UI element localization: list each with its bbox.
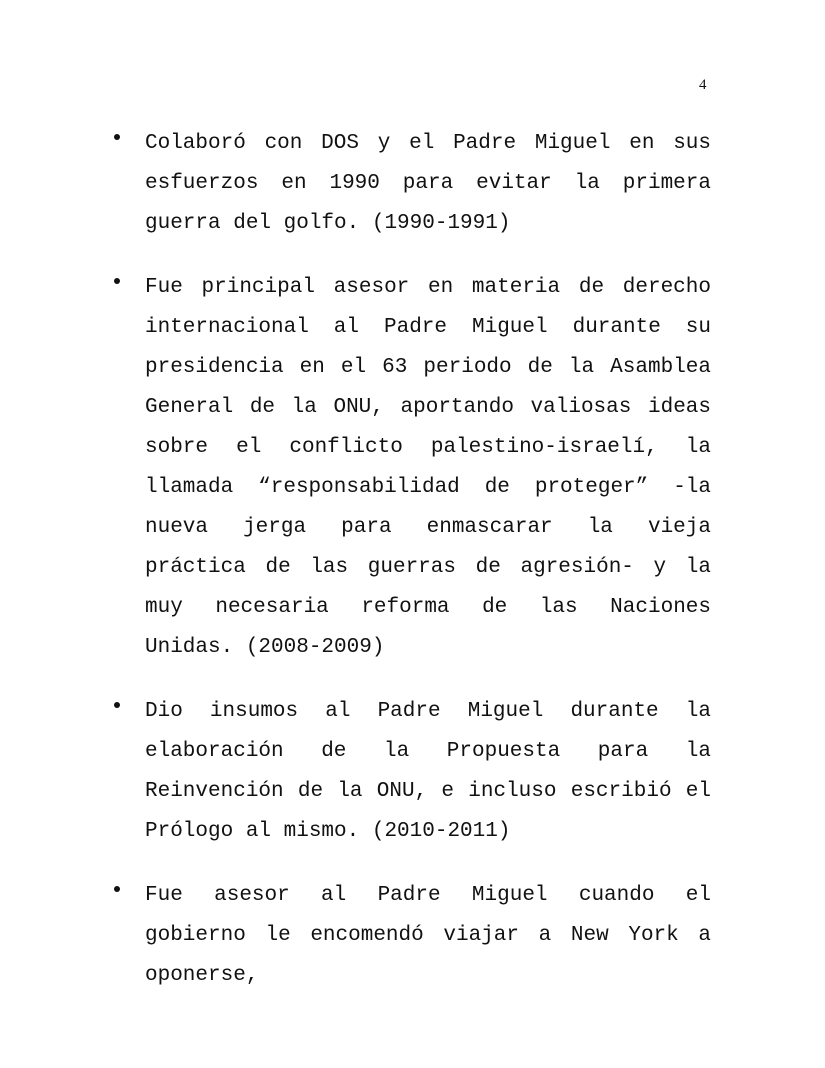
list-item: [0, 876, 825, 996]
bullet-icon: [114, 702, 120, 708]
bullet-icon: [114, 134, 120, 140]
page-number: 4: [699, 77, 707, 93]
bullet-icon: [114, 886, 120, 892]
bullet-text: Dio insumos al Padre Miguel durante la elaboración de la Propuesta para la Reinvención de la ONU, e incluso escribió el Prólogo al mismo. (2010-2011): [145, 700, 711, 843]
bullet-text: Fue principal asesor en materia de derecho internacional al Padre Miguel durante su presidencia en el 63 periodo de la Asamblea General de la ONU, aportando valiosas ideas sobre el conflicto palestino-israelí, la llamada “responsabilidad de proteger” -la nueva jerga para enmascarar la vieja práctica de las guerras de agresión- y la muy necesaria reforma de las Naciones Unidas. (2008-2009): [145, 276, 711, 659]
bullet-text: Colaboró con DOS y el Padre Miguel en sus esfuerzos en 1990 para evitar la primera guerra del golfo. (1990-1991): [145, 132, 711, 235]
list-item: [0, 692, 825, 852]
list-item: [0, 268, 825, 668]
bullet-icon: [114, 278, 120, 284]
bullet-text: Fue asesor al Padre Miguel cuando el gobierno le encomendó viajar a New York a oponerse,: [145, 884, 711, 987]
bullet-list: [0, 124, 825, 1020]
list-item: [0, 124, 825, 244]
